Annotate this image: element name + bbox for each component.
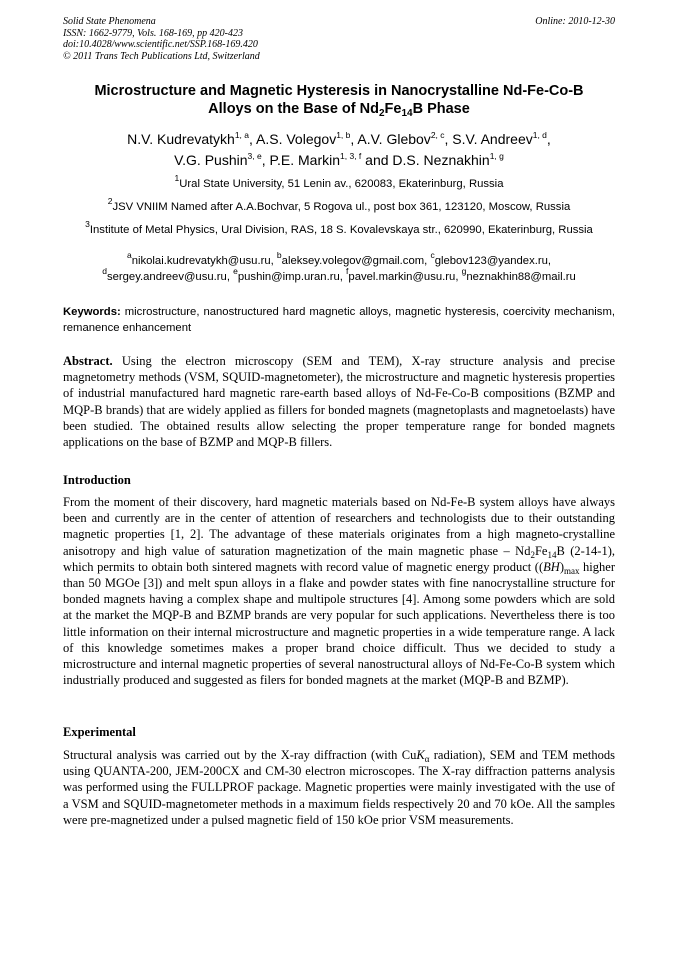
- experimental-paragraph: Structural analysis was carried out by the X-ray diffraction (with CuK$_\alpha$ radiation), SEM and TEM methods using QUANTA-200, JEM-200CX and CM-30 electron microscopes. The X-ray diffraction patterns analysis was performed using the FULLPROF package. Magnetic properties were mainly investigated with the use of a VSM and SQUID-magnetometer methods in a maximum fields respectively 20 and 70 kOe. All the samples were pre-magnetized under a pulsed magnetic field of 150 kOe prior VSM measurements.: [63, 748, 616, 827]
- authors-line-1: N.V. Kudrevatykh$^{1, a}$, A.S. Volegov$^{1, b}$, A.V. Glebov$^{2, c}$, S.V. Andreev$^{1, d}$,: [127, 130, 551, 147]
- keywords-text: microstructure, nanostructured hard magnetic alloys, magnetic hysteresis, coercivity mechanism, remanence enhancement: [63, 306, 615, 334]
- experimental-heading: Experimental: [63, 725, 136, 739]
- journal-header: [63, 16, 615, 62]
- emails-line-2: $^d$sergey.andreev@usu.ru, $^e$pushin@imp.uran.ru, $^f$pavel.markin@usu.ru, $^g$neznakhin88@mail.ru: [102, 266, 576, 283]
- introduction-heading: Introduction: [63, 473, 131, 487]
- copyright-line: © 2011 Trans Tech Publications Ltd, Switzerland: [63, 50, 260, 62]
- author-list: [60, 129, 618, 171]
- online-date: Online: 2010-12-30: [535, 16, 615, 27]
- abstract-paragraph: [63, 353, 615, 450]
- email-link[interactable]: glebov123@yandex.ru: [434, 255, 548, 267]
- affiliation-2: $^2$JSV VNIIM Named after A.A.Bochvar, 5 Rogova ul., post box 361, 123120, Moscow, Russia: [107, 196, 571, 213]
- doi-line: doi:10.4028/www.scientific.net/SSP.168-169.420: [63, 39, 258, 50]
- email-link[interactable]: pavel.markin@usu.ru: [348, 271, 456, 283]
- paper-title: [55, 82, 623, 118]
- journal-name: Solid State Phenomena: [63, 16, 156, 27]
- title-line-2: Alloys on the Base of $Nd_2Fe_{14}B$ Phase: [208, 101, 470, 119]
- issn-line: ISSN: 1662-9779, Vols. 168-169, pp 420-423: [63, 27, 243, 39]
- email-link[interactable]: aleksey.volegov@gmail.com: [281, 255, 425, 267]
- email-link[interactable]: pushin@imp.uran.ru: [237, 271, 340, 283]
- email-link[interactable]: neznakhin88@mail.ru: [466, 271, 576, 283]
- email-link[interactable]: nikolai.kudrevatykh@usu.ru: [131, 255, 271, 267]
- abstract-text: Using the electron microscopy (SEM and TEM), X-ray structure analysis and precise magnetometry methods (VSM, SQUID-magnetometer), the microstructure and magnetic hysteresis properties of industrial manufactured hard magnetic rare-earth based alloys of Nd-Fe-Co-B compositions (BZMP and MQP-B brands) that are widely applied as fillers for bonded magnets (magnetoplasts and magnetoelasts) have been studied. The obtained results allow selecting the proper temperature range for bonded magnets applications on the base of BZMP and MQP-B fillers.: [63, 354, 615, 450]
- title-line-1: Microstructure and Magnetic Hysteresis in Nanocrystalline Nd-Fe-Co-B: [94, 83, 584, 99]
- affiliation-1: $^1$Ural State University, 51 Lenin av., 620083, Ekaterinburg, Russia: [174, 173, 504, 190]
- introduction-paragraph: From the moment of their discovery, hard magnetic materials based on Nd-Fe-B system alloys have always been and currently are in the center of attention of researchers and technologists due to their outstanding magnetic properties [1, 2]. The advantage of these materials originates from a high magneto-crystalline anisotropy and high value of saturation magnetization of the main magnetic phase – $Nd_2Fe_{14}B$ (2-14-1), which permits to obtain both sintered magnets with record value of magnetic energy product ($(BH)_{max}$ higher than 50 MGOe [3]) and melt spun alloys in a flake and powder states with fine nanocrystalline structure for bonded magnets having a complex shape and multipole structures [4]. Among some powders which are sold at the market the MQP-B and BZMP brands are very popular for such applications. Nevertheless there is too little information on their internal microstructure and magnetic properties in a wide temperature range. A lack of this knowledge sometimes makes a proper brand choice difficult. Thus we decided to study a microstructure and internal magnetic properties of several nanostructural alloys of Nd-Fe-Co-B system which industrially produced and suggested as filers for bonded magnets at the market (MQP-B and BZMP).: [63, 495, 615, 688]
- abstract-label: Abstract.: [63, 354, 113, 368]
- emails-line-1: $^a$nikolai.kudrevatykh@usu.ru, $^b$aleksey.volegov@gmail.com, $^c$glebov123@yandex.ru,: [126, 250, 552, 267]
- authors-line-2: V.G. Pushin$^{3, e}$, P.E. Markin$^{1, 3, f}$ and D.S. Neznakhin$^{1, g}$: [174, 151, 504, 168]
- email-list: [63, 250, 615, 285]
- affiliation-3: $^3$Institute of Metal Physics, Ural Division, RAS, 18 S. Kovalevskaya str., 620990, Ekaterinburg, Russia: [85, 219, 593, 236]
- keywords-block: [63, 304, 615, 336]
- keywords-label: Keywords:: [63, 306, 121, 318]
- email-link[interactable]: sergey.andreev@usu.ru: [106, 271, 227, 283]
